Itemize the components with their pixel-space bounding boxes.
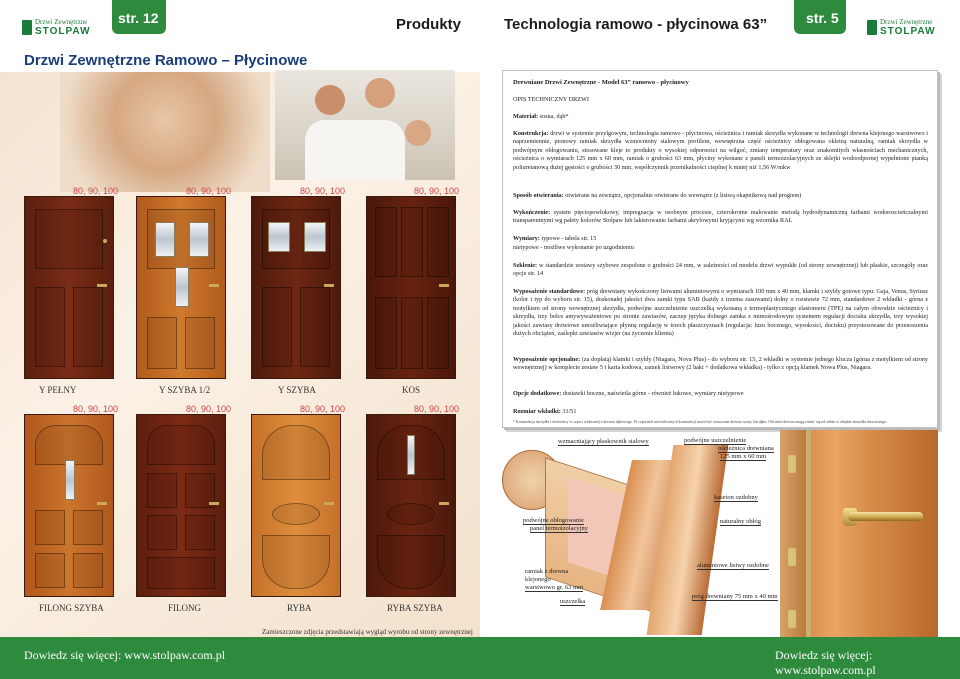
door-panel [272, 503, 320, 525]
door-handle-icon [439, 502, 449, 505]
door-glass [65, 460, 75, 500]
door-panel [73, 553, 103, 588]
spec-title: Drewniane Drzwi Zewnętrzne - Model 63” ramowo - płycinowy [513, 79, 689, 86]
door-edge-strip [806, 430, 811, 637]
door-glass [407, 435, 415, 475]
door-label: Y PEŁNY [39, 385, 77, 395]
page-number-left: str. 12 [118, 10, 159, 26]
photo-family-shirt [305, 120, 405, 180]
door-sizes: 80, 90, 100 [73, 404, 119, 414]
callout-frame-size: 125 mm x 60 mm [720, 453, 767, 460]
callout-double-seal: podwójne uszczelnienie [684, 437, 747, 444]
footer-link-left[interactable]: Dowiedz się więcej: www.stolpaw.com.pl [24, 648, 226, 662]
spec-wyposazenie-opcjonalne: Wyposażenie opcjonalne: (za dopłatą) klamki i szyldy (Niagara, Nova Plus) - do wyboru str. 15, 2 wkładki w systemie jednego klucza (górna z motylkiem od strony wewnętrznej) w komplecie zestaw 5 i karta kodowa, zamek listwowy (2 haki + dodatkowa wkładka) - tylko z opcją klamek Nowa Plus, Niagara. [513, 356, 928, 372]
door-ryba-szyba[interactable] [366, 414, 456, 597]
photo-family [275, 70, 455, 180]
door-glass [155, 222, 175, 257]
brand-logo-right [867, 18, 939, 38]
door-panel [427, 297, 449, 369]
lock-icon [103, 239, 107, 243]
callout-wooden-frame: ościeżnica drewniana [718, 445, 774, 452]
brand-line1: Drzwi Zewnętrzne [35, 18, 88, 26]
spec-material: Materiał: sosna, dąb* [513, 113, 569, 120]
door-panel [147, 557, 215, 589]
door-panel [35, 553, 65, 588]
brand-line2: STOLPAW [880, 26, 936, 37]
brand-line2: STOLPAW [35, 26, 91, 37]
callout-double-veneer: podwójne obłogowanie [523, 517, 584, 524]
door-panel [35, 510, 65, 545]
section-title-bar [0, 49, 480, 71]
door-label: Y SZYBA 1/2 [159, 385, 211, 395]
callout-thermal-panel: panel termoizolacyjny [530, 525, 588, 532]
door-label: FILONG [168, 603, 201, 613]
callout-stile: ramiak z drewna [525, 568, 569, 575]
door-y-szyba[interactable] [251, 196, 341, 379]
door-handle-icon [97, 502, 107, 505]
header-title-right: Technologia ramowo - płycinowa 63” [504, 16, 768, 33]
hinge-icon [788, 610, 796, 628]
door-panel [185, 317, 215, 369]
callout-seal: uszczelka [560, 598, 586, 605]
door-panel [73, 510, 103, 545]
door-handle-icon [97, 284, 107, 287]
door-handle-icon [324, 284, 334, 287]
photo-children [60, 72, 270, 192]
spec-wymiary-2: nietypowe - możliwe wykonanie po uzgodnieniu [513, 244, 634, 251]
hinge-icon [788, 455, 796, 473]
door-label: RYBA SZYBA [387, 603, 443, 613]
door-panel [73, 287, 103, 367]
spec-rozmiar: Rozmiar wkładki: 31/51 [513, 408, 577, 415]
door-panel [185, 515, 215, 550]
door-panel [35, 425, 103, 465]
callout-stile-2: klejonego [525, 576, 551, 583]
door-panel [401, 297, 423, 369]
door-logo-icon [867, 20, 877, 35]
door-panel [387, 503, 435, 525]
hinge-icon [788, 548, 796, 566]
door-panel [401, 207, 423, 277]
callout-decorative-panel: kaseton ozdobny [714, 494, 758, 501]
spec-wyposazenie-standard: Wyposażenie standardowe: próg drewniany wykończony listwami aluminiowymi o wymiarach 100 mm x 40 mm, klamki i szyldy gotowe typu: Gaja, Venus, Syriusz (kolor i typ do wyboru str. 15), doskonałej jakości dwa zamki typu SAB (każdy z trzema zasuwami) dolny o rozstawie 72 mm, standardowe 2 wkładki - górna z motylkiem od strony wewnętrznej skrzydła, podwójne uszczelnienie uszczelką wykonaną z termoplastycznego elastomeru (TPE) na całym obwodzie ościeżnicy i skrzydła, trzy bolce antywyważeniowe po stronie zawiasów, zaczep języka dolnego zamka z mimośrodowym systemem regulacji docisku skrzydła, trzy wysokiej jakości zawiasy drzwiowe umożliwiające płynną regulację w trzech płaszczyznach (regulacja: luzu bocznego, wysokości, docisku) przystosowane do przenoszenia dużych obciążeń, zaślepki zawiasów wizjer (na życzenie klienta) [513, 288, 928, 338]
door-panel [35, 209, 103, 269]
door-panel [375, 297, 397, 369]
photo-footnote: Zamieszczone zdjęcia przedstawiają wygląd wyrobu od strony zewnętrznej [262, 628, 473, 636]
lever-handle-icon [848, 512, 923, 521]
door-panel [427, 207, 449, 277]
door-panel [35, 287, 65, 367]
door-sizes: 80, 90, 100 [300, 186, 346, 196]
callout-aluminium-strips: aluminiowe listwy ozdobne [697, 562, 769, 569]
door-sizes: 80, 90, 100 [414, 186, 460, 196]
door-glass [268, 222, 290, 252]
door-panel [262, 287, 292, 367]
brand-logo-left [22, 18, 94, 38]
door-panel [375, 207, 397, 277]
door-sizes: 80, 90, 100 [186, 186, 232, 196]
door-label: FILONG SZYBA [39, 603, 104, 613]
callout-threshold: próg drewniany 75 mm x 40 mm [692, 593, 778, 600]
door-handle-icon [209, 502, 219, 505]
door-sizes: 80, 90, 100 [73, 186, 119, 196]
door-sizes: 80, 90, 100 [300, 404, 346, 414]
door-panel [147, 425, 215, 465]
door-filong-szyba[interactable] [24, 414, 114, 597]
photo-person [405, 120, 431, 146]
callout-stile-3: warstwowo gr. 63 mm [525, 584, 584, 591]
door-handle-icon [324, 502, 334, 505]
door-panel [147, 317, 177, 369]
spec-sposob: Sposób otwierania: otwierane na zewnątrz, opcjonalnie otwierane do wewnątrz (z listwą okapnikową nad progiem) [513, 192, 802, 199]
door-panel [147, 473, 177, 508]
door-logo-icon [22, 20, 32, 35]
door-glass [175, 267, 189, 307]
callout-natural-veneer: naturalny obłóg [720, 518, 761, 525]
door-handle-icon [209, 284, 219, 287]
spec-subtitle: OPIS TECHNICZNY DRZWI [513, 96, 589, 103]
door-panel [262, 535, 330, 589]
door-kos[interactable] [366, 196, 456, 379]
door-sizes: 80, 90, 100 [414, 404, 460, 414]
photo-person [315, 85, 345, 115]
door-panel [300, 287, 330, 367]
spec-konstrukcja: Konstrukcja: drzwi w systemie przylgowym, technologia ramowo - płycinowa, ościeżnica i ramiak skrzydła wykonane w technologii drewna klejonego warstwowo i naprzemiennie, pionowy ramiak skrzydła wzmocniony stalowym profilem, wewnętrzna część ościeżnicy obłogowana okleiną naturalną, ramiak skrzydła w podwójnym obłogowaniu, stosowane kleje to produkty o wysokiej odporności na wilgoć, zmiany temperatury oraz znakomitych własnościach mechanicznych, ościeżnica o wymiarach 125 mm x 60 mm, ramiak o grubości 63 mm, płyciny wykonane z paneli termoizolacyjnych ze sklejki wodoodpornej wypełnione pianką poliuretanową dużej gęstości o grubości 30 mm, współczynnik przenikalności cieplnej k mniej niż 1,56 W/mkw [513, 130, 929, 171]
door-panel [262, 425, 330, 480]
header-title-left: Produkty [396, 16, 462, 33]
door-handle-icon [439, 284, 449, 287]
page-number-right: str. 5 [806, 10, 839, 26]
spec-opcje: Opcje dodatkowe: dostawki boczne, naświetla górne - również łukowe, wymiary nietypowe [513, 390, 744, 397]
footer-bar [0, 637, 960, 679]
door-ryba[interactable] [251, 414, 341, 597]
spec-wymiary: Wymiary: typowe - tabela str. 15 [513, 235, 597, 242]
footer-link-right[interactable]: Dowiedz się więcej: www.stolpaw.com.pl [775, 648, 876, 677]
photo-person [365, 78, 395, 108]
callout-steel-flat-bar: wzmacniający płaskownik stalowy [558, 438, 649, 445]
door-y-szyba-half[interactable] [136, 196, 226, 379]
door-panel [147, 515, 177, 550]
spec-szklenie: Szklenie: w standardzie zestawy szybowe zespolone o grubości 24 mm, w zależności od modelu drzwi wypukłe (od strony zewnętrznej) lub płaskie, szczegóły oraz opcje str. 14 [513, 262, 928, 278]
door-y-pelny[interactable] [24, 196, 114, 379]
spec-small-note: * Konstrukcja skrzydła i ościeżnicy w części widocznej z drewna dębowego. W częściach niewidocznych konstrukcji może być stosowane drewno sosny lub dębu. Odcienie drewna mogą różnić się od siebie w obrębie skrzydła drzwiowego. [513, 420, 887, 424]
brand-line1: Drzwi Zewnętrzne [880, 18, 933, 26]
door-panel [377, 535, 445, 589]
section-title: Drzwi Zewnętrzne Ramowo – Płycinowe [24, 52, 308, 69]
door-edge-photo [780, 430, 938, 637]
door-filong[interactable] [136, 414, 226, 597]
door-label: KOS [402, 385, 421, 395]
door-label: RYBA [287, 603, 312, 613]
door-glass [304, 222, 326, 252]
spec-wykonczenie: Wykończenie: system pięciopowłokowy, impregnacja w osobnym procesie, czterokrotne malowanie metodą hydrodynamiczną farbami wodorozcieńczalnymi transparentnymi wg palety kolorów Stolpaw lub lakierowanie farbami akrylowymi kryjącymi wg wzornika RAL [513, 209, 929, 225]
door-sizes: 80, 90, 100 [186, 404, 232, 414]
door-glass [189, 222, 209, 257]
door-label: Y SZYBA [278, 385, 316, 395]
